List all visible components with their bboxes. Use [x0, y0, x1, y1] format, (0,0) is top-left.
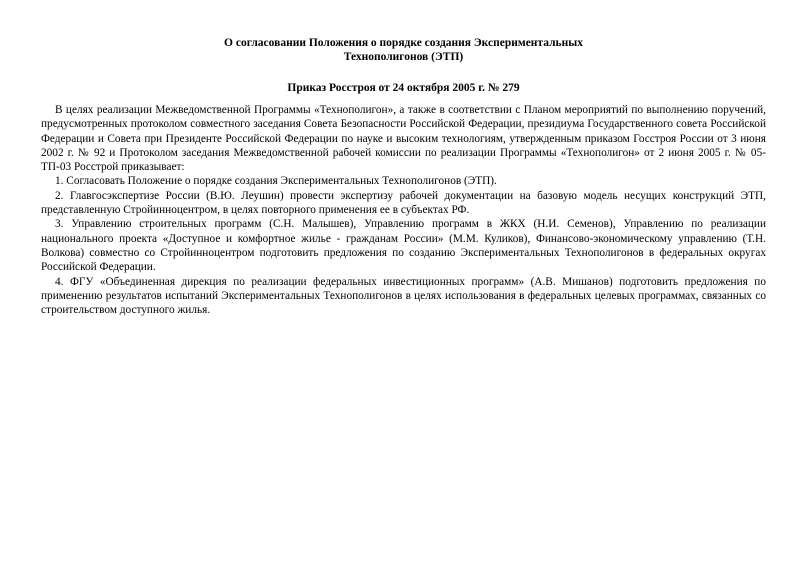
preamble-paragraph: В целях реализации Межведомственной Программы «Технополигон», а также в соответствии с Планом мероприятий по выполнению поручений, предусмотренных протоколом совместного заседания Совета Безопасности Российской Федерации, президиума Государственного совета Российской Федерации и Совета при Президенте Российской Федерации по науке и высоким технологиям, утвержденным приказом Госстроя России от 3 июня 2002 г. № 92 и Протоколом заседания Межведомственной рабочей комиссии по реализации Программы «Технополигон» от 2 июня 2005 г. № 05-ТП-03 Росстрой приказывает: — [41, 104, 766, 174]
item-3-paragraph: 3. Управлению строительных программ (С.Н. Малышев), Управлению программ в ЖКХ (Н.И. Семенов), Управлению по реализации национального проекта «Доступное и комфортное жилье - гражданам России» (М.М. Куликов), Финансово-экономическому управлению (Т.Н. Волкова) совместно со Стройинноцентром подготовить предложения по созданию Экспериментальных Технополигонов в федеральных округах Российской Федерации. — [41, 218, 766, 274]
item-4-paragraph: 4. ФГУ «Объединенная дирекция по реализации федеральных инвестиционных программ» (А.В. Мишанов) подготовить предложения по применению результатов испытаний Экспериментальных Технополигонов в целях использования в федеральных целевых программах, связанных со строительством доступного жилья. — [41, 275, 766, 317]
document-title — [41, 36, 766, 64]
item-2-paragraph: 2. Главгосэкспертизе России (В.Ю. Леушин) провести экспертизу рабочей документации на базовую модель несущих конструкций ЭТП, представленную Стройинноцентром, в целях повторного применения ее в субъектах РФ. — [41, 189, 766, 217]
document-page — [41, 36, 766, 317]
document-title-line-1: О согласовании Положения о порядке создания Экспериментальных — [224, 37, 583, 49]
document-title-line-2: Технополигонов (ЭТП) — [343, 51, 464, 63]
item-1-paragraph: 1. Согласовать Положение о порядке создания Экспериментальных Технополигонов (ЭТП). — [55, 175, 497, 188]
order-heading: Приказ Росстроя от 24 октября 2005 г. № 279 — [287, 82, 520, 94]
